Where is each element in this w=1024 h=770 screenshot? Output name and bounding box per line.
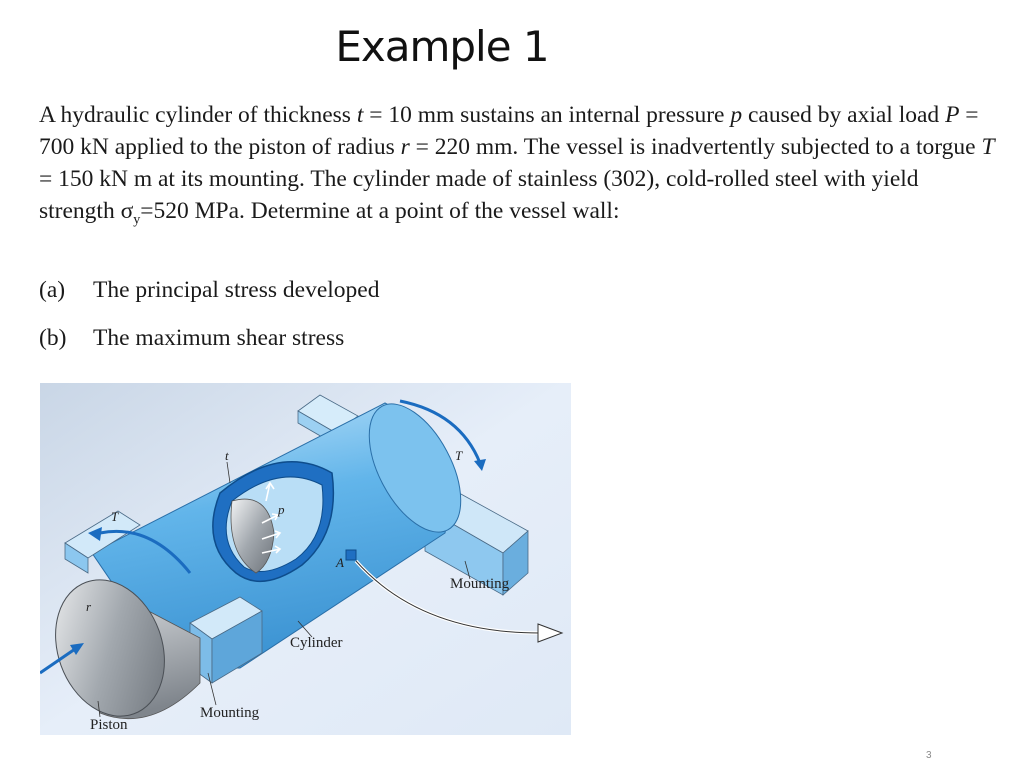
torque-right-label: T <box>455 448 463 463</box>
question-text: The principal stress developed <box>93 277 380 303</box>
problem-text: = 150 kN m at its mounting. The cylinder made of stainless (302), cold-rolled steel with yield strength σ <box>39 166 919 224</box>
problem-text: =520 MPa. Determine at a point of the vessel wall: <box>140 198 620 224</box>
pressure-label: p <box>278 502 285 517</box>
radius-label: r <box>86 599 92 614</box>
var-axial-load: P <box>945 102 960 128</box>
problem-text: caused by axial load <box>742 102 946 128</box>
question-item <box>39 322 379 354</box>
slide-title: Example 1 <box>335 22 549 71</box>
cylinder-label: Cylinder <box>290 635 343 651</box>
var-pressure: p <box>730 102 743 128</box>
problem-text: = 700 kN applied to the piston of radius <box>39 102 979 160</box>
problem-text: = 10 mm sustains an internal pressure <box>363 102 731 128</box>
problem-text: = 220 mm. The vessel is inadvertently subjected to a torgue <box>409 134 982 160</box>
var-thickness: t <box>356 102 364 128</box>
point-a-element <box>346 550 356 560</box>
problem-text: A hydraulic cylinder of thickness <box>39 102 357 128</box>
var-torque: T <box>981 134 995 160</box>
mounting-right-label: Mounting <box>450 576 510 592</box>
question-marker: (a) <box>39 277 66 303</box>
var-radius: r <box>400 134 410 160</box>
question-list <box>39 274 379 370</box>
question-text: The maximum shear stress <box>93 325 345 351</box>
mounting-left-label: Mounting <box>200 705 260 721</box>
thickness-label: t <box>225 448 229 463</box>
yield-subscript: y <box>133 212 141 228</box>
question-item <box>39 274 379 306</box>
cylinder-diagram <box>40 383 571 735</box>
piston-label: Piston <box>90 717 128 733</box>
page-number: 3 <box>926 750 932 761</box>
point-a-label: A <box>336 555 344 570</box>
hydraulic-cylinder-figure <box>40 383 571 735</box>
problem-statement <box>39 99 999 237</box>
torque-left-label: T <box>111 509 119 524</box>
question-marker: (b) <box>39 325 67 351</box>
